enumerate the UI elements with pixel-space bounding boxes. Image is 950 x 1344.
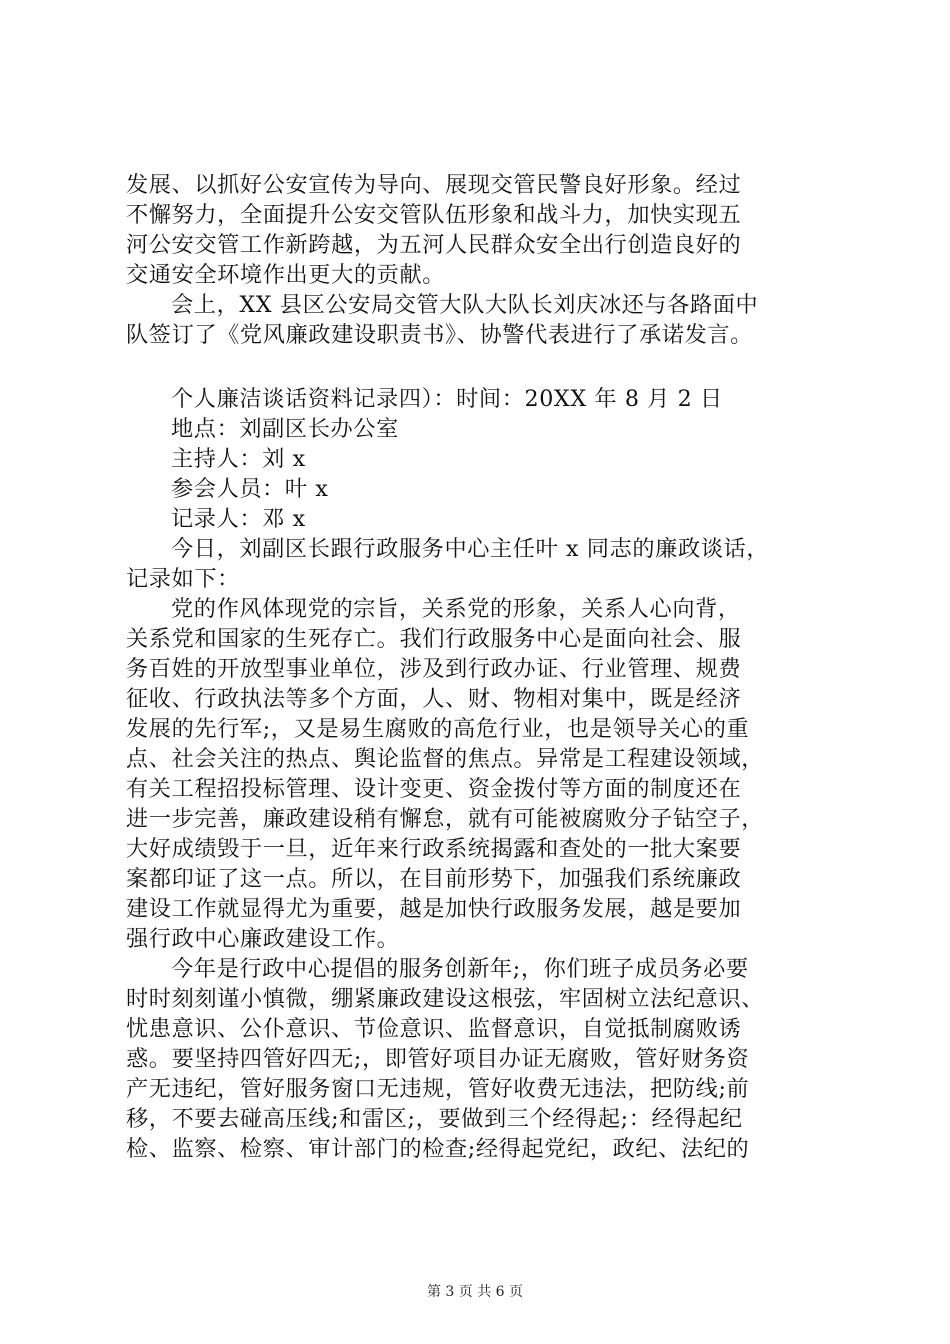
text-line: 大好成绩毁于一旦，近年来行政系统揭露和查处的一批大案要 bbox=[126, 836, 742, 862]
text-line: 记录人：邓 x bbox=[171, 506, 306, 532]
text-line: 进一步完善，廉政建设稍有懈怠，就有可能被腐败分子钻空子， bbox=[126, 806, 765, 832]
text-line: 建设工作就显得尤为重要，越是加快行政服务发展，越是要加 bbox=[126, 896, 742, 922]
text-line: 党的作风体现党的宗旨，关系党的形象，关系人心向背， bbox=[171, 596, 741, 622]
text-line: 发展、以抓好公安宣传为导向、展现交管民警良好形象。经过 bbox=[126, 172, 742, 198]
text-line: 个人廉洁谈话资料记录四）：时间：20XX 年 8 月 2 日 bbox=[171, 386, 723, 412]
text-line: 交通安全环境作出更大的贡献。 bbox=[126, 262, 446, 288]
paragraph-gap bbox=[126, 350, 830, 384]
text-line: 时时刻刻谨小慎微，绷紧廉政建设这根弦，牢固树立法纪意识、 bbox=[126, 986, 765, 1012]
text-line: 今日，刘副区长跟行政服务中心主任叶 x 同志的廉政谈话， bbox=[171, 536, 770, 562]
paragraph bbox=[126, 954, 830, 1164]
paragraph bbox=[126, 290, 830, 350]
page-footer: 第 3 页 共 6 页 bbox=[426, 1284, 524, 1300]
paragraph bbox=[126, 504, 830, 534]
text-line: 有关工程招投标管理、设计变更、资金拨付等方面的制度还在 bbox=[126, 776, 742, 802]
paragraph bbox=[126, 384, 830, 414]
paragraph bbox=[126, 594, 830, 954]
text-line: 不懈努力，全面提升公安交管队伍形象和战斗力，加快实现五 bbox=[126, 202, 742, 228]
text-line: 务百姓的开放型事业单位，涉及到行政办证、行业管理、规费 bbox=[126, 656, 742, 682]
text-line: 检、监察、检察、审计部门的检查;经得起党纪，政纪、法纪的 bbox=[126, 1136, 750, 1162]
text-line: 发展的先行军;，又是易生腐败的高危行业，也是领导关心的重 bbox=[126, 716, 750, 742]
text-line: 队签订了《党风廉政建设职责书》、协警代表进行了承诺发言。 bbox=[126, 322, 753, 348]
text-line: 征收、行政执法等多个方面，人、财、物相对集中，既是经济 bbox=[126, 686, 742, 712]
paragraph bbox=[126, 414, 830, 444]
paragraph bbox=[126, 444, 830, 474]
text-line: 案都印证了这一点。所以，在目前形势下，加强我们系统廉政 bbox=[126, 866, 742, 892]
text-line: 主持人：刘 x bbox=[171, 446, 306, 472]
text-line: 移，不要去碰高压线;和雷区;，要做到三个经得起;：经得起纪 bbox=[126, 1106, 743, 1132]
text-line: 会上，XX 县区公安局交管大队大队长刘庆冰还与各路面中 bbox=[171, 292, 759, 318]
text-line: 今年是行政中心提倡的服务创新年;，你们班子成员务必要 bbox=[171, 956, 749, 982]
text-line: 产无违纪，管好服务窗口无违规，管好收费无违法，把防线;前 bbox=[126, 1076, 750, 1102]
text-line: 忧患意识、公仆意识、节俭意识、监督意识，自觉抵制腐败诱 bbox=[126, 1016, 742, 1042]
text-line: 点、社会关注的热点、舆论监督的焦点。异常是工程建设领域， bbox=[126, 746, 765, 772]
text-line: 关系党和国家的生死存亡。我们行政服务中心是面向社会、服 bbox=[126, 626, 742, 652]
text-line: 参会人员：叶 x bbox=[171, 476, 329, 502]
text-line: 河公安交管工作新跨越，为五河人民群众安全出行创造良好的 bbox=[126, 232, 742, 258]
paragraph bbox=[126, 170, 830, 290]
text-line: 强行政中心廉政建设工作。 bbox=[126, 926, 400, 952]
text-line: 记录如下： bbox=[126, 566, 240, 592]
paragraph bbox=[126, 534, 830, 594]
text-line: 惑。要坚持四管好四无;，即管好项目办证无腐败，管好财务资 bbox=[126, 1046, 750, 1072]
paragraph bbox=[126, 474, 830, 504]
document-body bbox=[126, 170, 830, 1164]
text-line: 地点：刘副区长办公室 bbox=[171, 416, 399, 442]
